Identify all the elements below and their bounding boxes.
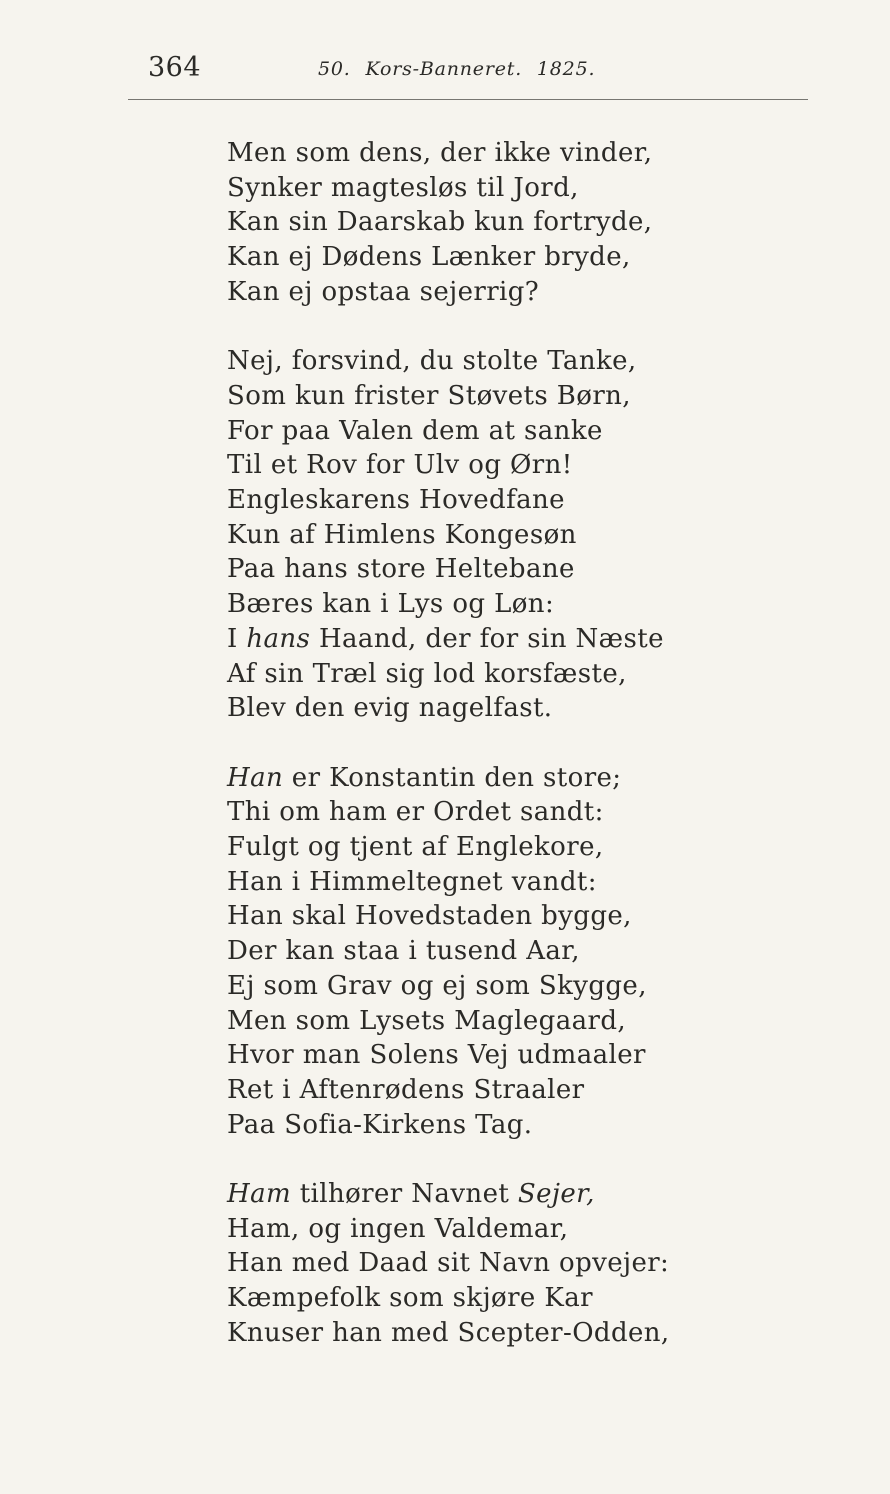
verse-text: For paa Valen dem at sanke [227, 415, 603, 446]
verse-line [227, 518, 697, 553]
verse-line [227, 275, 697, 310]
stanza [227, 1177, 697, 1351]
verse-emphasis: hans [246, 623, 311, 654]
verse-line [227, 344, 697, 379]
verse-line [227, 1316, 697, 1351]
verse-line [227, 795, 697, 830]
verse-text: Men som dens, der ikke vinder, [227, 138, 653, 168]
poem-title: Kors-Banneret. [365, 58, 523, 80]
verse-line [227, 379, 697, 414]
verse-text: Paa Sofia-Kirkens Tag. [227, 1109, 533, 1140]
verse-text: Blev den evig nagelfast. [227, 693, 553, 724]
verse-line [227, 865, 697, 900]
verse-text: tilhører Navnet [291, 1179, 518, 1210]
verse-text: Han i Himmeltegnet vandt: [227, 866, 597, 897]
verse-text: Kan ej Dødens Lænker bryde, [227, 242, 631, 273]
verse-text: Synker magtesløs til Jord, [227, 172, 579, 203]
verse-line [227, 1177, 697, 1212]
verse-line [227, 483, 697, 518]
verse-text: Ham, og ingen Valdemar, [227, 1213, 569, 1244]
verse-line [227, 1212, 697, 1247]
verse-line [227, 1073, 697, 1108]
verse-line [227, 1281, 697, 1316]
verse-text: I [227, 623, 247, 654]
verse-text: Men som Lysets Maglegaard, [227, 1005, 627, 1036]
verse-text: Bæres kan i Lys og Løn: [227, 589, 555, 620]
verse-text: Til et Rov for Ulv og Ørn! [227, 450, 573, 481]
verse-text: Kæmpefolk som skjøre Kar [227, 1283, 593, 1314]
verse-text: Ret i Aftenrødens Straaler [227, 1074, 585, 1105]
verse-line [227, 414, 697, 449]
verse-text: Fulgt og tjent af Englekore, [227, 832, 604, 863]
verse-line [227, 205, 697, 240]
verse-line [227, 552, 697, 587]
verse-line [227, 934, 697, 969]
verse-emphasis: Ham [227, 1179, 292, 1210]
verse-line [227, 622, 697, 657]
verse-line [227, 136, 697, 171]
verse-line [227, 171, 697, 206]
verse-text: Der kan staa i tusend Aar, [227, 936, 580, 967]
verse-emphasis: Han [227, 762, 284, 793]
verse-text: Kan sin Daarskab kun fortryde, [227, 207, 653, 238]
verse-line [227, 1108, 697, 1143]
stanza [227, 136, 697, 310]
verse-text: Kan ej opstaa sejerrig? [227, 276, 540, 307]
verse-text: Haand, der for sin Næste [310, 623, 664, 654]
verse-line [227, 1038, 697, 1073]
verse-line [227, 1004, 697, 1039]
verse-text: Af sin Træl sig lod korsfæste, [227, 658, 627, 689]
page-number: 364 [148, 52, 202, 83]
verse-emphasis: Sejer, [517, 1179, 595, 1210]
verse-text: Kun af Himlens Kongesøn [227, 519, 577, 550]
verse-line [227, 691, 697, 726]
verse-line [227, 830, 697, 865]
verse-text: Knuser han med Scepter-Odden, [227, 1317, 670, 1348]
verse-line [227, 448, 697, 483]
verse-text: Ej som Grav og ej som Skygge, [227, 970, 647, 1001]
running-head [318, 60, 595, 79]
verse-text: Han skal Hovedstaden bygge, [227, 901, 632, 932]
poem-number: 50. [318, 58, 351, 80]
verse-text: Han med Daad sit Navn opvejer: [227, 1248, 670, 1279]
verse-line [227, 761, 697, 796]
poem-year: 1825. [536, 58, 596, 80]
verse-text: Nej, forsvind, du stolte Tanke, [227, 346, 637, 377]
verse-line [227, 587, 697, 622]
verse-line [227, 240, 697, 275]
verse-text: Paa hans store Heltebane [227, 554, 575, 585]
verse-line [227, 969, 697, 1004]
verse-text: Engleskarens Hovedfane [227, 485, 565, 516]
poem-body [227, 136, 697, 1351]
verse-text: er Konstantin den store; [283, 762, 622, 793]
verse-line [227, 899, 697, 934]
verse-line [227, 1246, 697, 1281]
verse-line [227, 657, 697, 692]
verse-text: Hvor man Solens Vej udmaaler [227, 1040, 646, 1071]
header-rule [128, 99, 808, 100]
stanza [227, 761, 697, 1143]
stanza [227, 344, 697, 726]
verse-text: Som kun frister Støvets Børn, [227, 380, 631, 411]
verse-text: Thi om ham er Ordet sandt: [227, 797, 604, 828]
